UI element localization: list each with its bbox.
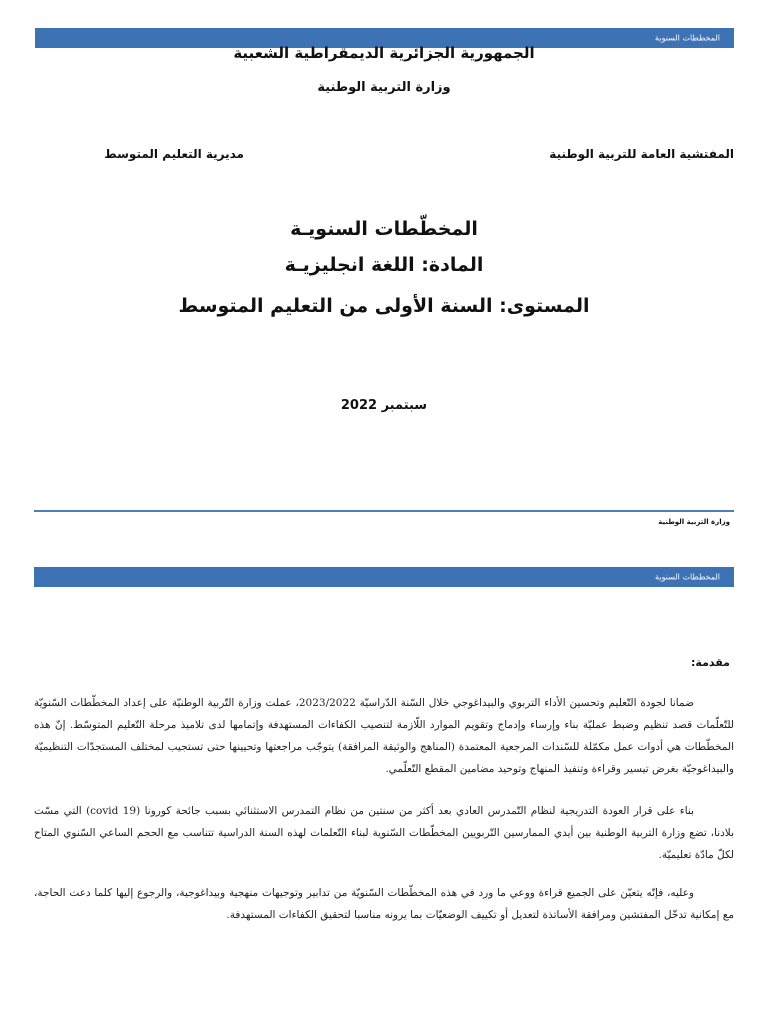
top-band-label: المخططات السنوية [655, 33, 720, 43]
intro-paragraph-2-text: بناء على قرار العودة التدريجية لنظام التّمدرس العادي بعد أكثر من سنتين من نظام التمدرس الاستثنائي بسبب جائحة كورونا (covid 19) التي مسّت بلادنا، تضع وزارة التربية الوطنية بين أيدي الممارسين التّربويين المخطّطات السّنوية لبناء التّعلمات لهذه السنة الدراسية تتناسب مع الحجم الساعي السّنوي المتاح لكلّ مادّة تعليميّة. [34, 805, 734, 861]
section-header-band [34, 567, 734, 587]
page-footer-rule [34, 510, 734, 512]
republic-title: الجمهورية الجزائرية الديمقراطية الشعبية [233, 44, 535, 62]
intro-paragraph-1-text: ضمانا لجودة التّعليم وتحسين الأداء التربوي والبيداغوجي خلال السّنة الدّراسيّة 2023/2022، عملت وزارة التّربية الوطنيّة على إعداد المخطّطات السّنويّة للتّعلّمات قصد تنظيم وضبط عمليّة بناء وإرساء وإدماج وتقويم الموارد اللّازمة لتنصيب الكفاءات المستهدفة وإتمامها لدى تلاميذ مرحلة التّعليم المتوسّط. إنّ هذه المخطّطات هي أدوات عمل مكمّلة للسّندات المرجعية المعتمدة (المناهج والوثيقة المرافقة) يتوجّب مراجعتها وتحيينها حتى تستجيب لمختلف المستجدّات التنظيميّة والبيداغوجيّة بغرض تيسير وقراءة وتنفيذ المنهاج وتوحيد مضامين المقطع التّعلّمي. [34, 697, 734, 775]
intro-paragraph-1 [34, 692, 734, 780]
intro-heading: مقدمة: [691, 656, 730, 669]
date-line: سبتمبر 2022 [340, 398, 428, 413]
intro-paragraph-3 [34, 882, 734, 926]
footer-ministry-label: وزارة التربية الوطنية [658, 518, 730, 526]
section-band-label: المخططات السنوية [655, 572, 720, 582]
ministry-title: وزارة التربية الوطنية [317, 80, 451, 95]
intro-paragraph-3-text: وعليه، فإنّه يتعيّن على الجميع قراءة ووعي ما ورد في هذه المخطّطات السّنويّة من تدابير وتوجيهات منهجية وبيداغوجية، والرجوع إليها كلما دعت الحاجة، مع إمكانية تدخّل المفتشين ومرافقة الأساتذة لتعديل أو تكييف الوضعيّات بما يرونه مناسبا لتحقيق الكفاءات المستهدفة. [34, 887, 734, 921]
document-title: المخطّطات السنويـة [290, 218, 478, 240]
intro-paragraph-2 [34, 800, 734, 866]
subject-line: المادة: اللغة انجليزيـة [284, 254, 484, 276]
inspectorate-label: المفتشية العامة للتربية الوطنية [549, 147, 734, 161]
level-line: المستوى: السنة الأولى من التعليم المتوسط [178, 295, 590, 317]
directorate-label: مديرية التعليم المتوسط [104, 147, 244, 161]
